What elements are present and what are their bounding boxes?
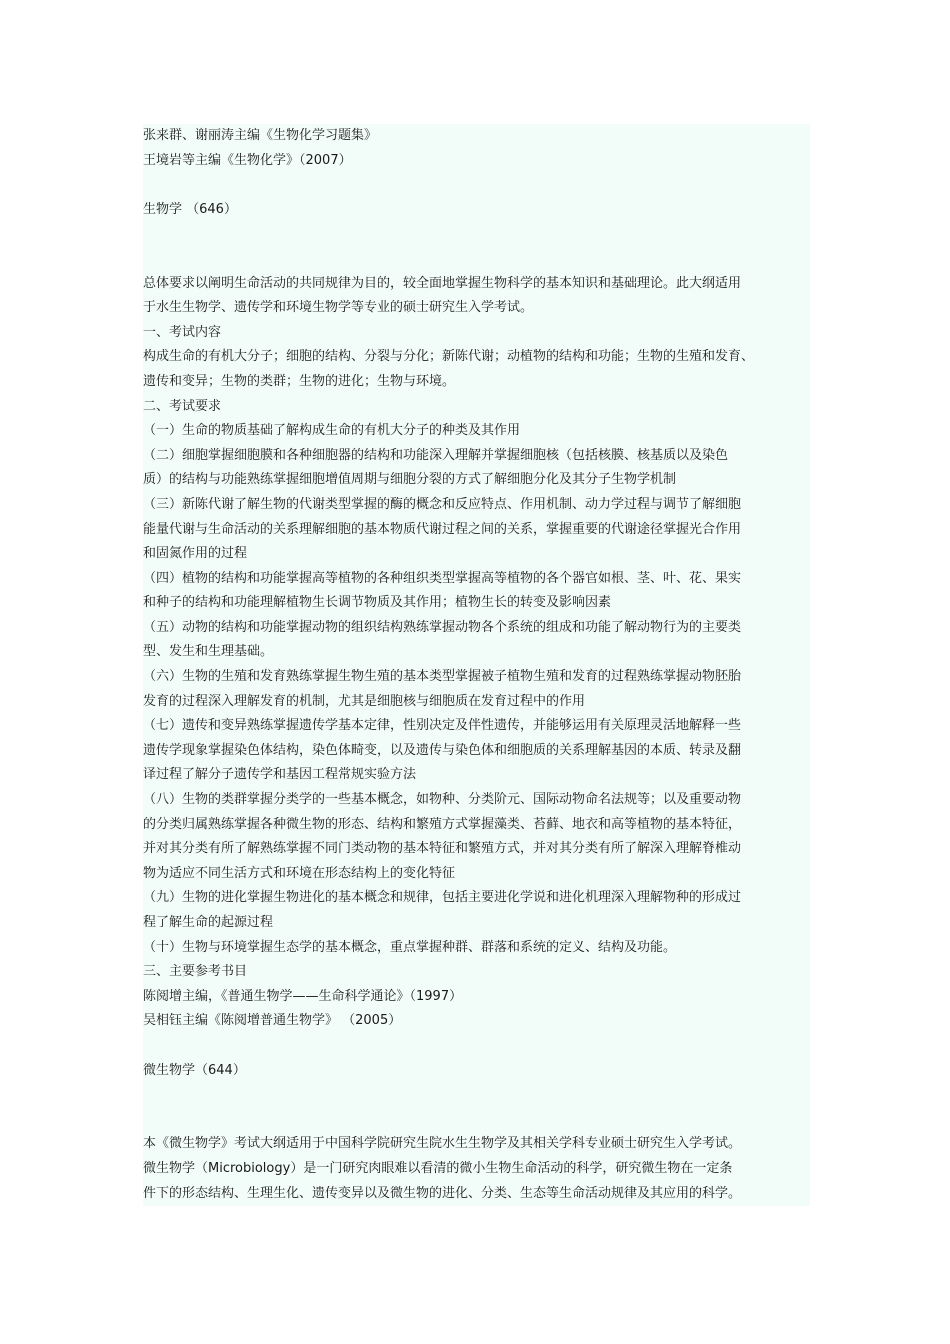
microbiology-intro-line: 微生物学（Microbiology）是一门研究肉眼难以看清的微小生物生命活动的科学，研究微生物在一定条 [143,1160,733,1176]
requirement-line: 能量代谢与生命活动的关系理解细胞的基本物质代谢过程之间的关系，掌握重要的代谢途径掌握光合作用 [143,521,742,537]
requirement-line: （九）生物的进化掌握生物进化的基本概念和规律，包括主要进化学说和进化机理深入理解物种的形成过 [143,890,742,906]
requirement-line: （五）动物的结构和功能掌握动物的组织结构熟练掌握动物各个系统的组成和功能了解动物行为的主要类 [143,619,742,635]
section-body-line: 构成生命的有机大分子；细胞的结构、分裂与分化；新陈代谢；动植物的结构和功能；生物的生殖和发育、 [143,349,755,365]
requirement-line: 程了解生命的起源过程 [143,915,274,930]
biology-intro-line: 总体要求以阐明生命活动的共同规律为目的，较全面地掌握生物科学的基本知识和基础理论。此大纲适用 [143,275,742,291]
spacer [143,173,810,198]
requirement-line: （二）细胞掌握细胞膜和各种细胞器的结构和功能深入理解并掌握细胞核（包括核膜、核基质以及染色 [143,447,729,463]
requirement-line: 物为适应不同生活方式和环境在形态结构上的变化特征 [143,865,456,881]
spacer [143,1034,810,1059]
reference-line: 吴相钰主编《陈阅增普通生物学》 （2005） [143,1013,402,1029]
requirement-line: 遗传学现象掌握染色体结构，染色体畸变，以及遗传与染色体和细胞质的关系理解基因的本质、转录及翻 [143,742,742,758]
spacer [143,1083,810,1108]
microbiology-intro-line: 件下的形态结构、生理生化、遗传变异以及微生物的进化、分类、生态等生命活动规律及其应用的科学。 [143,1185,742,1201]
requirement-line: 和固氮作用的过程 [143,546,248,562]
requirement-line: 的分类归属熟练掌握各种微生物的形态、结构和繁殖方式掌握藻类、苔藓、地衣和高等植物的基本特征， [143,816,742,832]
biology-heading: 生物学 （646） [143,201,237,217]
requirement-line: 发育的过程深入理解发育的机制，尤其是细胞核与细胞质在发育过程中的作用 [143,693,586,709]
requirement-line: （八）生物的类群掌握分类学的一些基本概念，如物种、分类阶元、国际动物命名法规等；以及重要动物 [143,792,742,808]
requirement-line: （十）生物与环境掌握生态学的基本概念，重点掌握种群、群落和系统的定义、结构及功能。 [143,939,677,955]
requirement-line: （七）遗传和变异熟练掌握遗传学基本定律，性别决定及伴性遗传，并能够运用有关原理灵活地解释一些 [143,718,742,734]
section-title: 一、考试内容 [143,324,222,340]
spacer [143,1108,810,1133]
requirement-line: （六）生物的生殖和发育熟练掌握生物生殖的基本类型掌握被子植物生殖和发育的过程熟练掌握动物胚胎 [143,669,742,685]
microbiology-intro-line: 本《微生物学》考试大纲适用于中国科学院研究生院水生生物学及其相关学科专业硕士研究生入学考试。 [143,1136,742,1152]
reference-line: 陈阅增主编，《普通生物学——生命科学通论》（1997） [143,988,463,1004]
section-body-line: 遗传和变异；生物的类群；生物的进化；生物与环境。 [143,373,456,389]
requirement-line: （四）植物的结构和功能掌握高等植物的各种组织类型掌握高等植物的各个器官如根、茎、叶、花、果实 [143,570,742,586]
requirement-line: （三）新陈代谢了解生物的代谢类型掌握的酶的概念和反应特点、作用机制、动力学过程与调节了解细胞 [143,496,742,512]
spacer [143,222,810,247]
microbiology-heading: 微生物学（644） [143,1062,246,1078]
requirement-line: 型、发生和生理基础。 [143,644,274,660]
biology-intro-line: 于水生生物学、遗传学和环境生物学等专业的硕士研究生入学考试。 [143,300,534,316]
requirement-line: 和种子的结构和功能理解植物生长调节物质及其作用；植物生长的转变及影响因素 [143,595,612,611]
document-body [143,124,810,1206]
requirement-line: 译过程了解分子遗传学和基因工程常规实验方法 [143,767,417,783]
requirement-line: 并对其分类有所了解熟练掌握不同门类动物的基本特征和繁殖方式，并对其分类有所了解深入理解脊椎动 [143,841,742,857]
requirement-line: （一）生命的物质基础了解构成生命的有机大分子的种类及其作用 [143,423,521,439]
reference-line: 张来群、谢丽涛主编《生物化学习题集》 [143,128,378,143]
spacer [143,247,810,272]
section-title: 三、主要参考书目 [143,964,248,980]
section-title: 二、考试要求 [143,398,222,414]
requirement-line: 质）的结构与功能熟练掌握细胞增值周期与细胞分裂的方式了解细胞分化及其分子生物学机制 [143,472,677,488]
reference-line: 王境岩等主编《生物化学》（2007） [143,152,352,168]
